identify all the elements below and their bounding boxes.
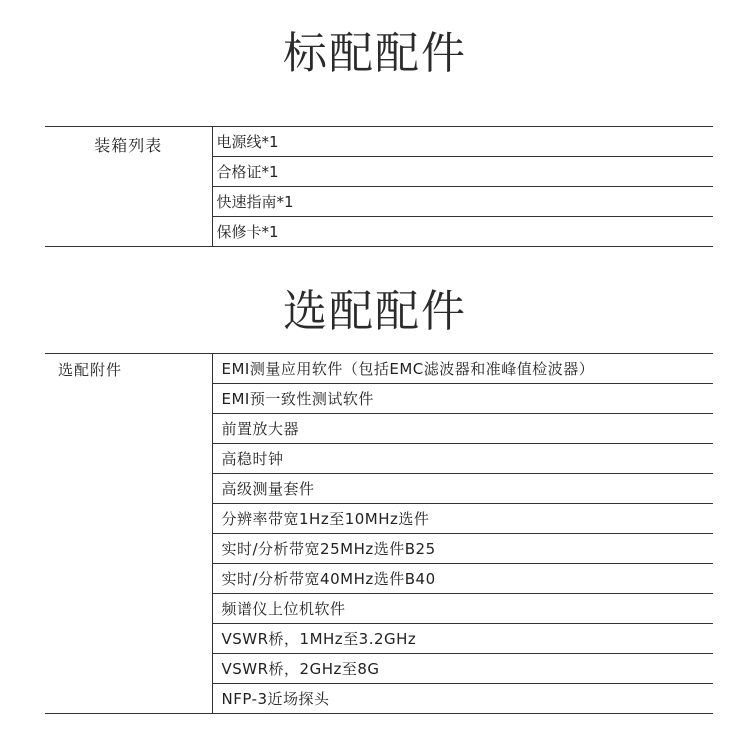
list-item: 前置放大器: [212, 414, 713, 444]
packing-list-label: 装箱列表: [45, 127, 212, 247]
list-item: 频谱仪上位机软件: [212, 594, 713, 624]
list-item: 实时/分析带宽25MHz选件B25: [212, 534, 713, 564]
list-item: 保修卡*1: [216, 223, 279, 241]
list-item: 合格证*1: [212, 157, 713, 187]
list-item: VSWR桥，1MHz至3.2GHz: [212, 624, 713, 654]
list-item: NFP-3近场探头: [221, 690, 330, 708]
list-item: VSWR桥，2GHz至8G: [212, 654, 713, 684]
list-item: 实时/分析带宽40MHz选件B40: [212, 564, 713, 594]
optional-accessories-title: 选配配件: [283, 286, 467, 337]
list-item: 高稳时钟: [212, 444, 713, 474]
table-row: [45, 354, 713, 384]
optional-accessories-label: 选配附件: [45, 354, 212, 714]
list-item: 高级测量套件: [212, 474, 713, 504]
list-item: 分辨率带宽1Hz至10MHz选件: [212, 504, 713, 534]
standard-accessories-title: 标配配件: [283, 28, 467, 79]
list-item: 快速指南*1: [212, 187, 713, 217]
list-item: 电源线*1: [212, 127, 713, 157]
list-item: EMI预一致性测试软件: [212, 384, 713, 414]
table-row: [45, 127, 713, 157]
list-item: EMI测量应用软件（包括EMC滤波器和准峰值检波器）: [212, 354, 713, 384]
optional-accessories-table: [45, 353, 713, 714]
standard-accessories-table: [45, 126, 713, 247]
